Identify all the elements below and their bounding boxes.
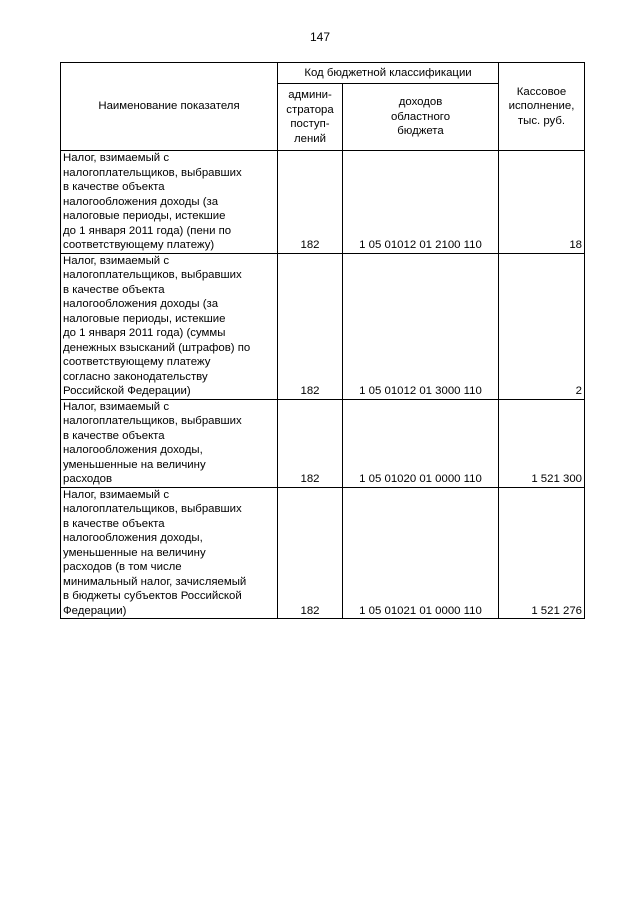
- row-revenue-code: 1 05 01020 01 0000 110: [343, 399, 499, 487]
- header-revenue-code: доходов областного бюджета: [343, 84, 499, 151]
- table-row: [61, 399, 585, 487]
- row-cash-execution: 1 521 276: [499, 487, 585, 619]
- row-indicator-name: Налог, взимаемый с налогоплательщиков, выбравших в качестве объекта налогообложения доходы (за налоговые периоды, истекшие до 1 января 2011 года) (суммы денежных взысканий (штрафов) по соответствующему платежу согласно законодательству Российской Федерации): [61, 253, 278, 399]
- row-cash-execution: 1 521 300: [499, 399, 585, 487]
- row-revenue-code: 1 05 01012 01 3000 110: [343, 253, 499, 399]
- budget-execution-table: [60, 62, 585, 619]
- header-indicator-name: Наименование показателя: [61, 63, 278, 151]
- header-budget-code-group: Код бюджетной классификации: [278, 63, 499, 84]
- row-administrator-code: 182: [278, 253, 343, 399]
- row-administrator-code: 182: [278, 399, 343, 487]
- table-row: [61, 487, 585, 619]
- row-administrator-code: 182: [278, 151, 343, 254]
- row-indicator-name: Налог, взимаемый с налогоплательщиков, выбравших в качестве объекта налогообложения доходы (за налоговые периоды, истекшие до 1 января 2011 года) (пени по соответствующему платежу): [61, 151, 278, 254]
- table-row: [61, 253, 585, 399]
- row-indicator-name: Налог, взимаемый с налогоплательщиков, выбравших в качестве объекта налогообложения доходы, уменьшенные на величину расходов (в том числе минимальный налог, зачисляемый в бюджеты субъектов Российской Федерации): [61, 487, 278, 619]
- row-administrator-code: 182: [278, 487, 343, 619]
- row-revenue-code: 1 05 01021 01 0000 110: [343, 487, 499, 619]
- header-cash-execution: Кассовое исполнение, тыс. руб.: [499, 63, 585, 151]
- header-administrator-code: админи- стратора поступ- лений: [278, 84, 343, 151]
- row-indicator-name: Налог, взимаемый с налогоплательщиков, выбравших в качестве объекта налогообложения доходы, уменьшенные на величину расходов: [61, 399, 278, 487]
- row-cash-execution: 18: [499, 151, 585, 254]
- table-row: [61, 151, 585, 254]
- row-revenue-code: 1 05 01012 01 2100 110: [343, 151, 499, 254]
- page-number: 147: [309, 30, 331, 44]
- row-cash-execution: 2: [499, 253, 585, 399]
